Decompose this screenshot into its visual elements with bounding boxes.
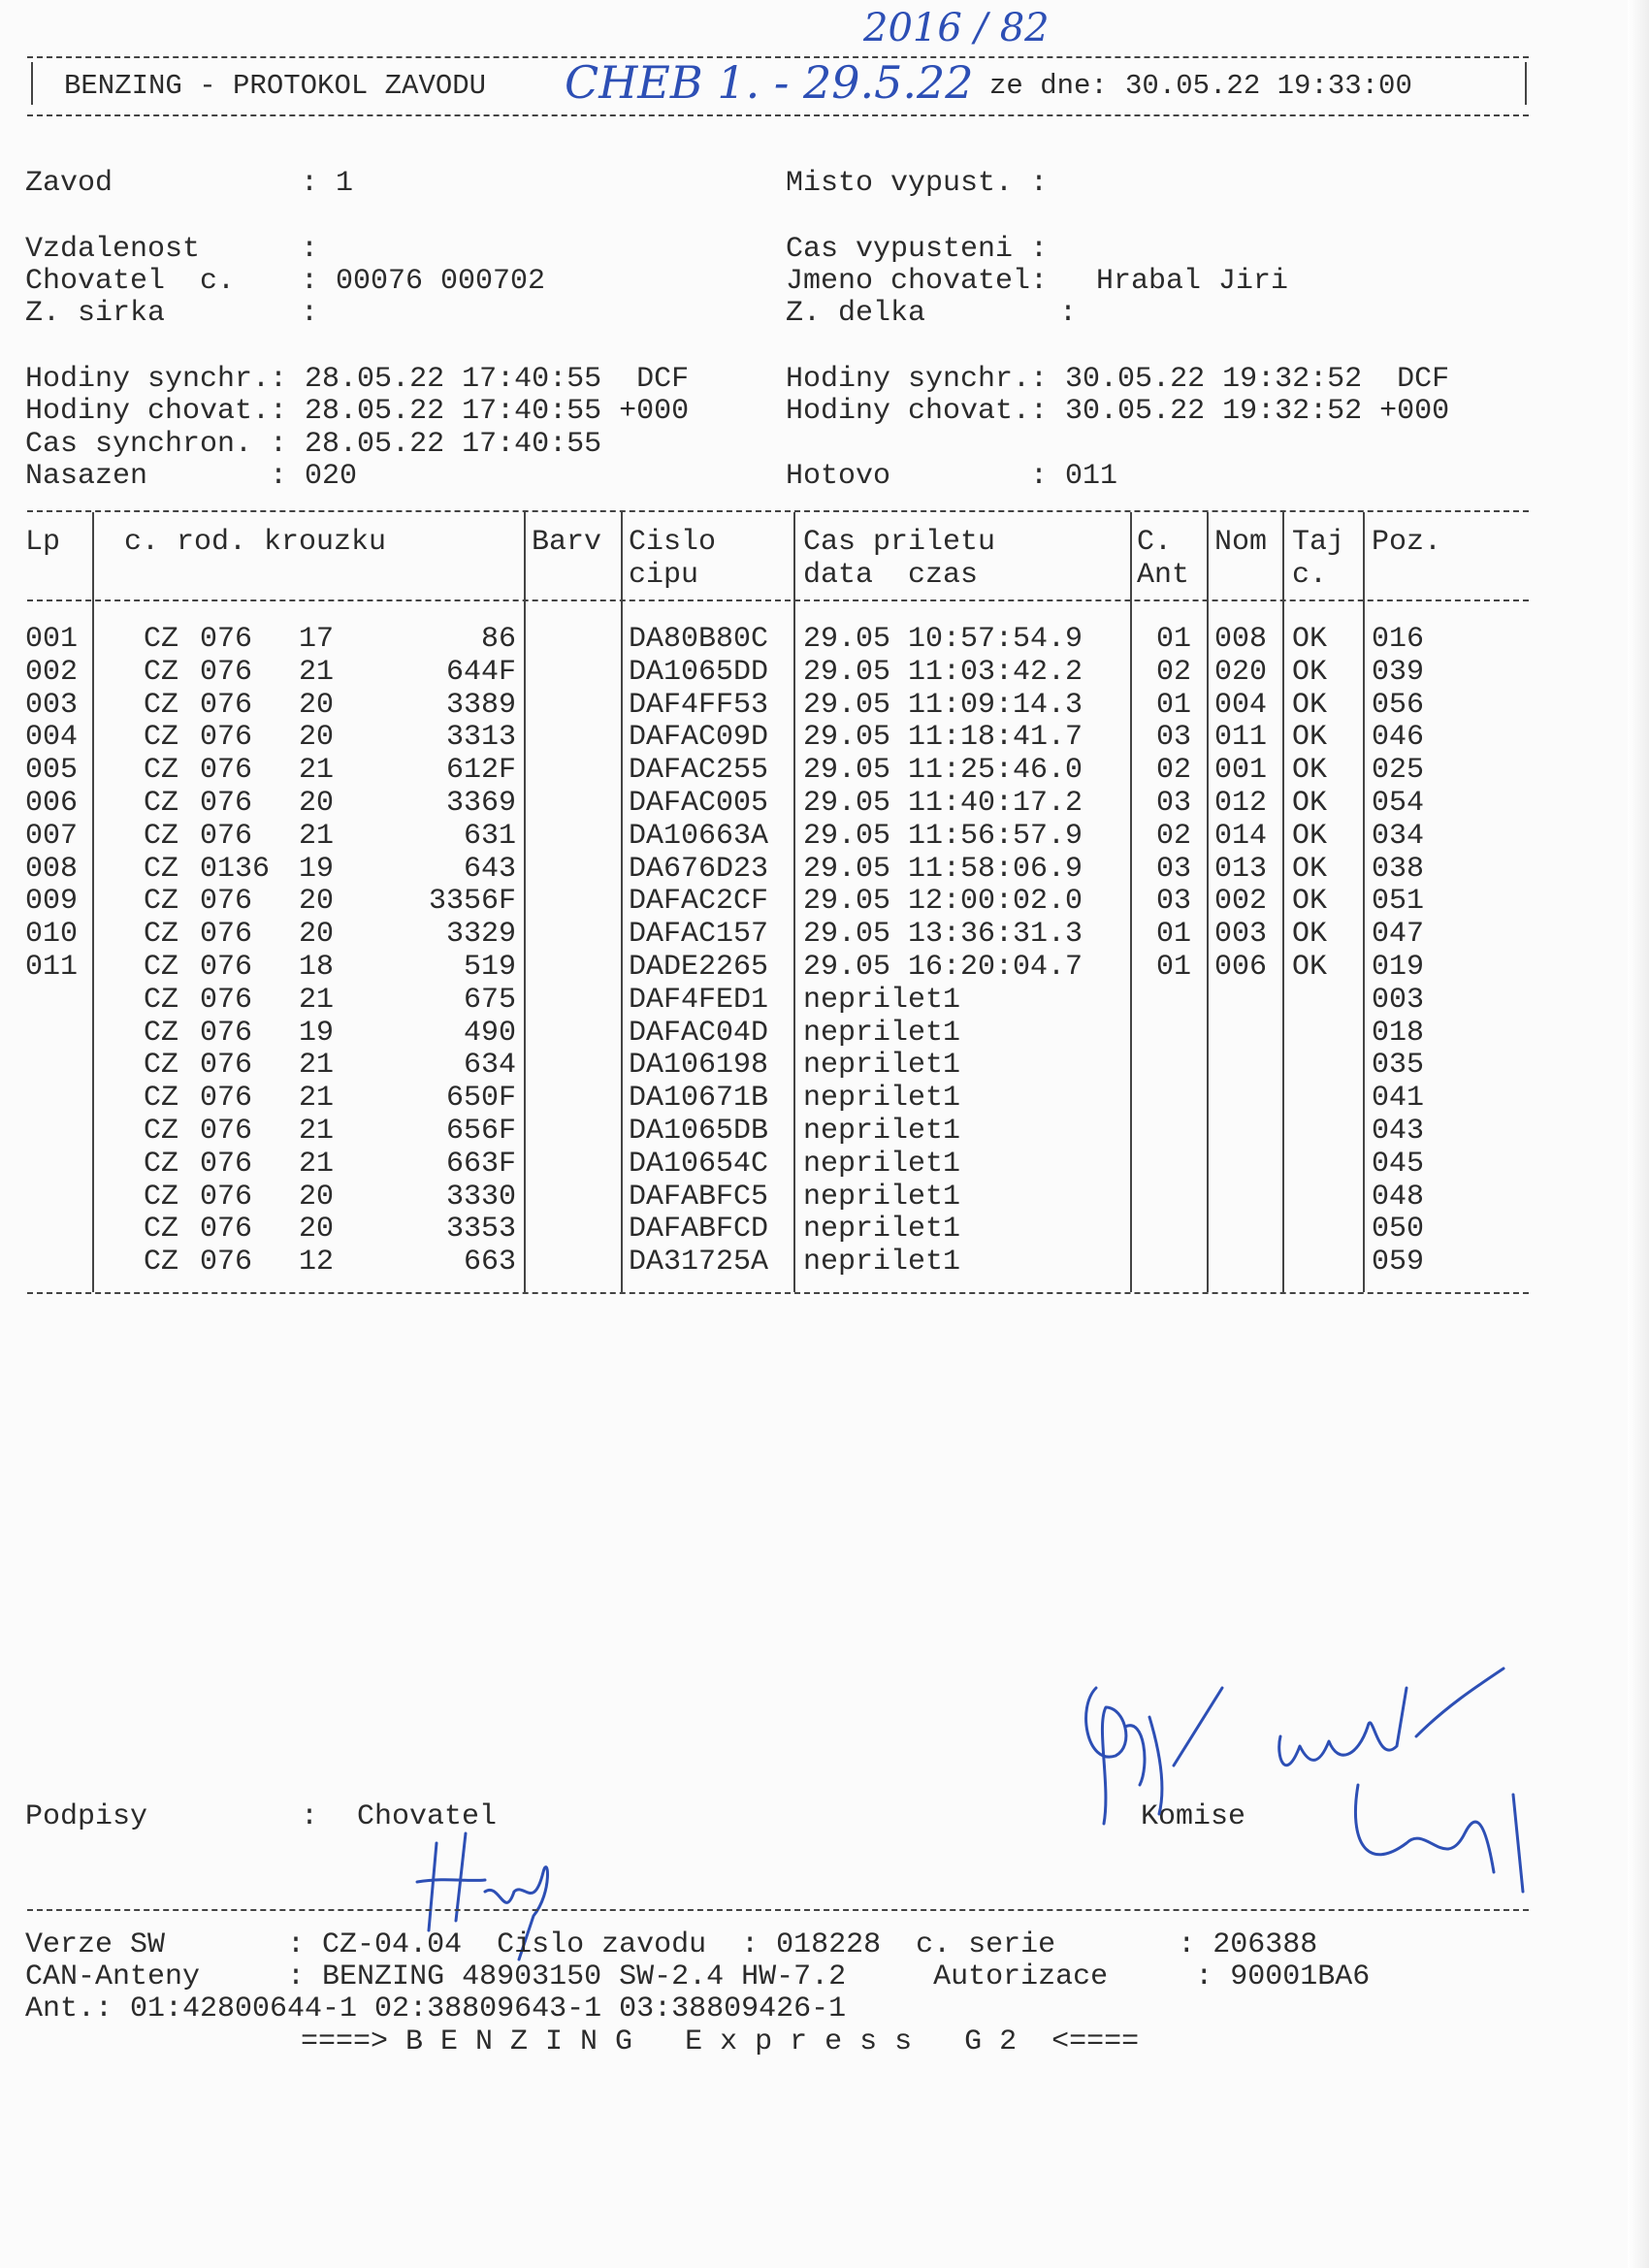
header-bottom-rule: [27, 114, 1529, 116]
cell-chip: DAF4FF53: [629, 688, 769, 722]
cell-chip: DA106198: [629, 1049, 769, 1083]
cell-poz: 047: [1372, 918, 1425, 952]
cell-taj: OK: [1292, 787, 1328, 820]
cell-cz: CZ: [144, 951, 179, 984]
cell-org: 076: [200, 1115, 253, 1148]
cell-org: 076: [200, 655, 253, 689]
cell-poz: 016: [1372, 623, 1425, 656]
cell-chip: DAFAC09D: [629, 721, 769, 755]
cell-cz: CZ: [144, 819, 179, 853]
cell-taj: OK: [1292, 819, 1328, 853]
cell-yr: 21: [299, 819, 335, 853]
cell-chip: DAFAC2CF: [629, 885, 769, 919]
cell-chip: DA10654C: [629, 1147, 769, 1181]
footer-line-2: CAN-Anteny : BENZING 48903150 SW-2.4 HW-7.2 Autorizace : 90001BA6: [25, 1960, 1371, 1993]
col-sep-2: [524, 512, 526, 1292]
cell-num: 631: [463, 819, 516, 853]
cell-poz: 051: [1372, 885, 1425, 919]
cell-yr: 21: [299, 983, 335, 1017]
cell-nom: 006: [1214, 951, 1268, 984]
handwritten-race-name: CHEB 1. - 29.5.22: [565, 56, 974, 109]
cell-taj: OK: [1292, 688, 1328, 722]
col-sep-7: [1282, 512, 1284, 1292]
cell-poz: 034: [1372, 819, 1425, 853]
chovatel-value: : 00076 000702: [301, 265, 546, 298]
cell-yr: 20: [299, 918, 335, 952]
cell-org: 076: [200, 623, 253, 656]
cell-yr: 21: [299, 655, 335, 689]
cell-cz: CZ: [144, 1082, 179, 1116]
cell-nom: 003: [1214, 918, 1268, 952]
cell-poz: 056: [1372, 688, 1425, 722]
clock-line3-left: Cas synchron. : 28.05.22 17:40:55: [25, 428, 602, 461]
cell-num: 3369: [445, 787, 516, 820]
cell-cz: CZ: [144, 1049, 179, 1083]
th-lp: Lp: [25, 526, 61, 559]
cell-num: 3353: [445, 1213, 516, 1247]
cell-chip: DAF4FED1: [629, 983, 769, 1017]
cell-cz: CZ: [144, 721, 179, 755]
th-cas-1: Cas priletu: [803, 526, 996, 559]
cell-time: 29.05 11:25:46.0: [803, 754, 1083, 788]
cell-poz: 046: [1372, 721, 1425, 755]
cell-cz: CZ: [144, 655, 179, 689]
cell-taj: OK: [1292, 951, 1328, 984]
cell-org: 076: [200, 754, 253, 788]
cell-poz: 038: [1372, 852, 1425, 886]
cell-org: 076: [200, 1246, 253, 1280]
cell-num: 650F: [445, 1082, 516, 1116]
zavod-value: : 1: [301, 167, 354, 200]
cell-num: 3313: [445, 721, 516, 755]
cell-lp: 001: [25, 623, 79, 656]
clock-line2-left: Hodiny chovat.: 28.05.22 17:40:55 +000: [25, 395, 690, 428]
cell-cz: CZ: [144, 1147, 179, 1181]
cell-ant: 02: [1156, 819, 1192, 853]
th-cislo-1: Cislo: [629, 526, 717, 559]
handwritten-number: 2016 / 82: [863, 6, 1050, 50]
footer-line-3: Ant.: 01:42800644-1 02:38809643-1 03:38809426-1: [25, 1993, 847, 2025]
cell-time: 29.05 11:56:57.9: [803, 819, 1083, 853]
cell-nom: 014: [1214, 819, 1268, 853]
cell-org: 076: [200, 885, 253, 919]
podpisy-colon: :: [301, 1800, 319, 1833]
table-bottom-rule: [27, 1292, 1529, 1294]
cell-time: 29.05 11:03:42.2: [803, 655, 1083, 689]
th-ant-1: C.: [1137, 526, 1173, 559]
cell-time: 29.05 11:18:41.7: [803, 721, 1083, 755]
cell-ant: 03: [1156, 852, 1192, 886]
cell-time: neprilet1: [803, 1016, 961, 1050]
cell-yr: 20: [299, 688, 335, 722]
cell-num: 86: [480, 623, 516, 656]
cell-cz: CZ: [144, 1213, 179, 1247]
cell-chip: DA31725A: [629, 1246, 769, 1280]
col-sep-3: [621, 512, 623, 1292]
cell-lp: 003: [25, 688, 79, 722]
sirka-label: Z. sirka: [25, 297, 166, 330]
cell-poz: 003: [1372, 983, 1425, 1017]
jmeno-label: Jmeno chovatel:: [786, 265, 1049, 298]
cell-yr: 12: [299, 1246, 335, 1280]
cell-taj: OK: [1292, 885, 1328, 919]
cell-org: 076: [200, 1049, 253, 1083]
cell-time: 29.05 11:58:06.9: [803, 852, 1083, 886]
cell-time: 29.05 11:09:14.3: [803, 688, 1083, 722]
cell-chip: DAFABFC5: [629, 1180, 769, 1214]
cell-taj: OK: [1292, 623, 1328, 656]
delka-label: Z. delka: [786, 297, 926, 330]
cell-poz: 041: [1372, 1082, 1425, 1116]
vzdalenost-value: :: [301, 233, 319, 266]
komise-sign-label: Komise: [1141, 1800, 1246, 1833]
cell-yr: 19: [299, 1016, 335, 1050]
cell-lp: 008: [25, 852, 79, 886]
cell-taj: OK: [1292, 721, 1328, 755]
cell-time: 29.05 12:00:02.0: [803, 885, 1083, 919]
cell-cz: CZ: [144, 1180, 179, 1214]
cell-num: 643: [463, 852, 516, 886]
cell-cz: CZ: [144, 918, 179, 952]
cell-num: 3330: [445, 1180, 516, 1214]
cell-nom: 008: [1214, 623, 1268, 656]
cell-org: 076: [200, 1147, 253, 1181]
cell-time: neprilet1: [803, 1180, 961, 1214]
cell-ant: 03: [1156, 721, 1192, 755]
cell-ant: 01: [1156, 623, 1192, 656]
cell-poz: 039: [1372, 655, 1425, 689]
zavod-label: Zavod: [25, 167, 113, 200]
th-cislo-2: cipu: [629, 559, 699, 592]
cell-chip: DA10663A: [629, 819, 769, 853]
cell-org: 076: [200, 688, 253, 722]
cell-yr: 21: [299, 754, 335, 788]
cell-lp: 011: [25, 951, 79, 984]
cell-poz: 043: [1372, 1115, 1425, 1148]
cell-yr: 19: [299, 852, 335, 886]
cell-num: 3356F: [428, 885, 516, 919]
cell-poz: 018: [1372, 1016, 1425, 1050]
cell-ant: 02: [1156, 655, 1192, 689]
cell-num: 644F: [445, 655, 516, 689]
cell-org: 076: [200, 983, 253, 1017]
clock-line1-right: Hodiny synchr.: 30.05.22 19:32:52 DCF: [786, 363, 1450, 396]
cell-ant: 03: [1156, 885, 1192, 919]
cell-lp: 007: [25, 819, 79, 853]
cell-yr: 20: [299, 787, 335, 820]
cell-cz: CZ: [144, 1246, 179, 1280]
footer-line-1: Verze SW : CZ-04.04 Cislo zavodu : 018228 c. serie : 206388: [25, 1928, 1318, 1961]
cell-num: 656F: [445, 1115, 516, 1148]
cell-time: neprilet1: [803, 1213, 961, 1247]
cell-num: 663: [463, 1246, 516, 1280]
cell-cz: CZ: [144, 787, 179, 820]
cell-cz: CZ: [144, 623, 179, 656]
cell-org: 076: [200, 1180, 253, 1214]
cell-cz: CZ: [144, 1016, 179, 1050]
cell-time: neprilet1: [803, 1246, 961, 1280]
cell-lp: 005: [25, 754, 79, 788]
cell-taj: OK: [1292, 754, 1328, 788]
cell-taj: OK: [1292, 852, 1328, 886]
th-taj-2: c.: [1292, 559, 1328, 592]
cell-chip: DADE2265: [629, 951, 769, 984]
cell-chip: DA1065DB: [629, 1115, 769, 1148]
cell-lp: 010: [25, 918, 79, 952]
cell-chip: DA676D23: [629, 852, 769, 886]
misto-label: Misto vypust. :: [786, 167, 1049, 200]
chovatel-label: Chovatel c.: [25, 265, 236, 298]
col-sep-5: [1130, 512, 1132, 1292]
cell-cz: CZ: [144, 983, 179, 1017]
cell-org: 076: [200, 951, 253, 984]
cell-chip: DA1065DD: [629, 655, 769, 689]
cell-nom: 004: [1214, 688, 1268, 722]
cell-nom: 001: [1214, 754, 1268, 788]
header-date-value: 30.05.22 19:33:00: [1125, 70, 1412, 102]
cell-poz: 019: [1372, 951, 1425, 984]
cell-org: 076: [200, 819, 253, 853]
cell-yr: 20: [299, 1213, 335, 1247]
cell-time: neprilet1: [803, 1147, 961, 1181]
cell-org: 0136: [200, 852, 271, 886]
clock-line1-left: Hodiny synchr.: 28.05.22 17:40:55 DCF: [25, 363, 690, 396]
th-poz: Poz.: [1372, 526, 1442, 559]
header-date-label: ze dne:: [989, 70, 1108, 102]
cell-num: 663F: [445, 1147, 516, 1181]
cell-time: neprilet1: [803, 1082, 961, 1116]
cell-yr: 17: [299, 623, 335, 656]
cell-yr: 21: [299, 1115, 335, 1148]
cell-yr: 21: [299, 1082, 335, 1116]
cell-num: 490: [463, 1016, 516, 1050]
cell-yr: 21: [299, 1049, 335, 1083]
footer-line-4: ====> B E N Z I N G E x p r e s s G 2 <====: [301, 2025, 1140, 2058]
cell-org: 076: [200, 918, 253, 952]
cas-vypusteni-label: Cas vypusteni :: [786, 233, 1049, 266]
cell-time: 29.05 10:57:54.9: [803, 623, 1083, 656]
cell-nom: 002: [1214, 885, 1268, 919]
col-sep-6: [1207, 512, 1209, 1292]
cell-yr: 18: [299, 951, 335, 984]
cell-poz: 048: [1372, 1180, 1425, 1214]
cell-time: 29.05 11:40:17.2: [803, 787, 1083, 820]
cell-ant: 01: [1156, 688, 1192, 722]
col-sep-8: [1363, 512, 1365, 1292]
cell-time: 29.05 16:20:04.7: [803, 951, 1083, 984]
cell-cz: CZ: [144, 885, 179, 919]
clock-line4-left: Nasazen : 020: [25, 460, 358, 493]
cell-cz: CZ: [144, 1115, 179, 1148]
cell-nom: 011: [1214, 721, 1268, 755]
table-header-rule: [27, 599, 1529, 601]
cell-poz: 050: [1372, 1213, 1425, 1247]
cell-time: neprilet1: [803, 983, 961, 1017]
cell-poz: 054: [1372, 787, 1425, 820]
cell-yr: 21: [299, 1147, 335, 1181]
table-top-rule: [27, 510, 1529, 512]
cell-chip: DAFAC157: [629, 918, 769, 952]
th-ant-2: Ant: [1137, 559, 1190, 592]
col-sep-4: [793, 512, 795, 1292]
cell-taj: OK: [1292, 655, 1328, 689]
jmeno-value: Hrabal Jiri: [1096, 265, 1289, 298]
cell-poz: 025: [1372, 754, 1425, 788]
cell-num: 612F: [445, 754, 516, 788]
cell-org: 076: [200, 787, 253, 820]
cell-ant: 02: [1156, 754, 1192, 788]
cell-time: neprilet1: [803, 1115, 961, 1148]
cell-lp: 004: [25, 721, 79, 755]
cell-num: 519: [463, 951, 516, 984]
cell-yr: 20: [299, 885, 335, 919]
cell-chip: DAFAC04D: [629, 1016, 769, 1050]
cell-lp: 009: [25, 885, 79, 919]
cell-chip: DAFABFCD: [629, 1213, 769, 1247]
col-sep-1: [92, 512, 94, 1292]
cell-chip: DA80B80C: [629, 623, 769, 656]
page-edge-shadow: [1628, 0, 1649, 2268]
cell-poz: 035: [1372, 1049, 1425, 1083]
sirka-value: :: [301, 297, 319, 330]
cell-lp: 006: [25, 787, 79, 820]
cell-yr: 20: [299, 1180, 335, 1214]
cell-chip: DA10671B: [629, 1082, 769, 1116]
cell-ant: 01: [1156, 951, 1192, 984]
delka-value: :: [1059, 297, 1078, 330]
cell-org: 076: [200, 1082, 253, 1116]
cell-org: 076: [200, 1016, 253, 1050]
cell-num: 3389: [445, 688, 516, 722]
cell-poz: 045: [1372, 1147, 1425, 1181]
cell-nom: 013: [1214, 852, 1268, 886]
th-barv: Barv: [532, 526, 602, 559]
header-right-bar: [1525, 62, 1527, 105]
clock-line4-right: Hotovo : 011: [786, 460, 1118, 493]
cell-lp: 002: [25, 655, 79, 689]
chovatel-sign-label: Chovatel: [357, 1800, 498, 1833]
clock-line2-right: Hodiny chovat.: 30.05.22 19:32:52 +000: [786, 395, 1450, 428]
cell-time: neprilet1: [803, 1049, 961, 1083]
cell-nom: 020: [1214, 655, 1268, 689]
vzdalenost-label: Vzdalenost: [25, 233, 201, 266]
th-nom: Nom: [1214, 526, 1268, 559]
cell-cz: CZ: [144, 754, 179, 788]
cell-taj: OK: [1292, 918, 1328, 952]
commission-signatures: [1067, 1649, 1571, 1921]
cell-num: 675: [463, 983, 516, 1017]
podpisy-label: Podpisy: [25, 1800, 148, 1833]
th-ring: c. rod. krouzku: [124, 526, 387, 559]
cell-chip: DAFAC005: [629, 787, 769, 820]
cell-chip: DAFAC255: [629, 754, 769, 788]
cell-poz: 059: [1372, 1246, 1425, 1280]
cell-time: 29.05 13:36:31.3: [803, 918, 1083, 952]
cell-ant: 03: [1156, 787, 1192, 820]
th-cas-2: data czas: [803, 559, 979, 592]
cell-org: 076: [200, 1213, 253, 1247]
header-title: BENZING - PROTOKOL ZAVODU: [64, 70, 487, 102]
cell-org: 076: [200, 721, 253, 755]
header-left-bar: [31, 62, 33, 105]
cell-yr: 20: [299, 721, 335, 755]
cell-ant: 01: [1156, 918, 1192, 952]
cell-num: 634: [463, 1049, 516, 1083]
th-taj-1: Taj: [1292, 526, 1345, 559]
cell-cz: CZ: [144, 688, 179, 722]
footer-rule: [27, 1909, 1529, 1911]
cell-cz: CZ: [144, 852, 179, 886]
cell-nom: 012: [1214, 787, 1268, 820]
cell-num: 3329: [445, 918, 516, 952]
